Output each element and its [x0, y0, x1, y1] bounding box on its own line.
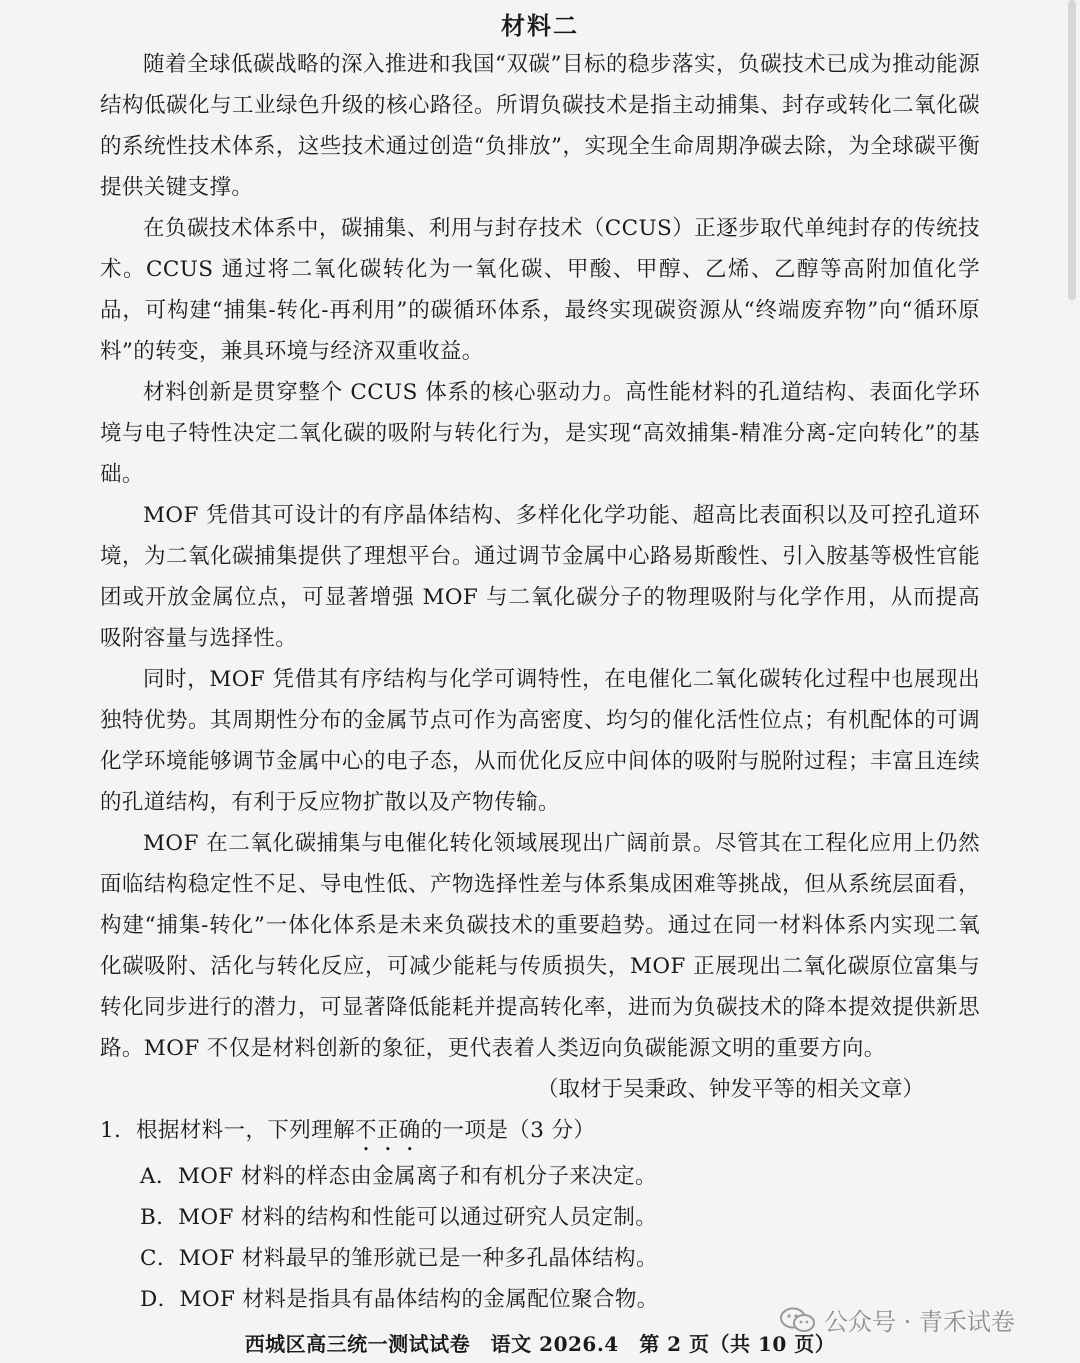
- question-stem: [100, 1110, 980, 1156]
- paragraph-2: 在负碳技术体系中，碳捕集、利用与封存技术（CCUS）正逐步取代单纯封存的传统技术。CCUS 通过将二氧化碳转化为一氧化碳、甲酸、甲醇、乙烯、乙醇等高附加值化学品，可构建“捕集-转化-再利用”的碳循环体系，最终实现碳资源从“终端废弃物”向“循环原料”的转变，兼具环境与经济双重收益。: [100, 216, 980, 364]
- option-a: A．MOF 材料的样态由金属离子和有机分子来决定。: [140, 1164, 657, 1189]
- question-emphasis: 不正确: [354, 1118, 421, 1143]
- section-title: 材料二: [501, 11, 579, 40]
- option-b: B．MOF 材料的结构和性能可以通过研究人员定制。: [140, 1205, 658, 1230]
- option-d: D．MOF 材料是指具有晶体结构的金属配位聚合物。: [140, 1287, 659, 1312]
- paragraph-6: MOF 在二氧化碳捕集与电催化转化领域展现出广阔前景。尽管其在工程化应用上仍然面临结构稳定性不足、导电性低、产物选择性差与体系集成困难等挑战，但从系统层面看，构建“捕集-转化”一体化体系是未来负碳技术的重要趋势。通过在同一材料体系内实现二氧化碳吸附、活化与转化反应，可减少能耗与传质损失，MOF 正展现出二氧化碳原位富集与转化同步进行的潜力，可显著降低能耗并提高转化率，进而为负碳技术的降本提效提供新思路。MOF 不仅是材料创新的象征，更代表着人类迈向负碳能源文明的重要方向。: [100, 831, 980, 1061]
- paragraph-4: MOF 凭借其可设计的有序晶体结构、多样化化学功能、超高比表面积以及可控孔道环境，为二氧化碳捕集提供了理想平台。通过调节金属中心路易斯酸性、引入胺基等极性官能团或开放金属位点，可显著增强 MOF 与二氧化碳分子的物理吸附与化学作用，从而提高吸附容量与选择性。: [100, 503, 980, 651]
- question-suffix: 的一项是（3 分）: [420, 1118, 596, 1143]
- paragraph-1: 随着全球低碳战略的深入推进和我国“双碳”目标的稳步落实，负碳技术已成为推动能源结构低碳化与工业绿色升级的核心路径。所谓负碳技术是指主动捕集、封存或转化二氧化碳的系统性技术体系，这些技术通过创造“负排放”，实现全生命周期净碳去除，为全球碳平衡提供关键支撑。: [100, 52, 980, 200]
- question-prefix: 1．根据材料一，下列理解: [100, 1118, 355, 1143]
- option-c: C．MOF 材料最早的雏形就已是一种多孔晶体结构。: [140, 1246, 658, 1271]
- page-footer: 西城区高三统一测试试卷 语文 2026.4 第 2 页（共 10 页）: [244, 1332, 836, 1356]
- scrollbar[interactable]: [1068, 0, 1076, 300]
- paragraph-5: 同时，MOF 凭借其有序结构与化学可调特性，在电催化二氧化碳转化过程中也展现出独特优势。其周期性分布的金属节点可作为高密度、均匀的催化活性位点；有机配体的可调化学环境能够调节金属中心的电子态，从而优化反应中间体的吸附与脱附过程；丰富且连续的孔道结构，有利于反应物扩散以及产物传输。: [100, 667, 980, 815]
- article-body: [100, 44, 980, 1320]
- paragraph-3: 材料创新是贯穿整个 CCUS 体系的核心驱动力。高性能材料的孔道结构、表面化学环境与电子特性决定二氧化碳的吸附与转化行为，是实现“高效捕集-精准分离-定向转化”的基础。: [100, 380, 980, 487]
- watermark-text: 公众号 · 青禾试卷: [824, 1308, 1015, 1336]
- source-citation: （取材于吴秉政、钟发平等的相关文章）: [536, 1077, 924, 1102]
